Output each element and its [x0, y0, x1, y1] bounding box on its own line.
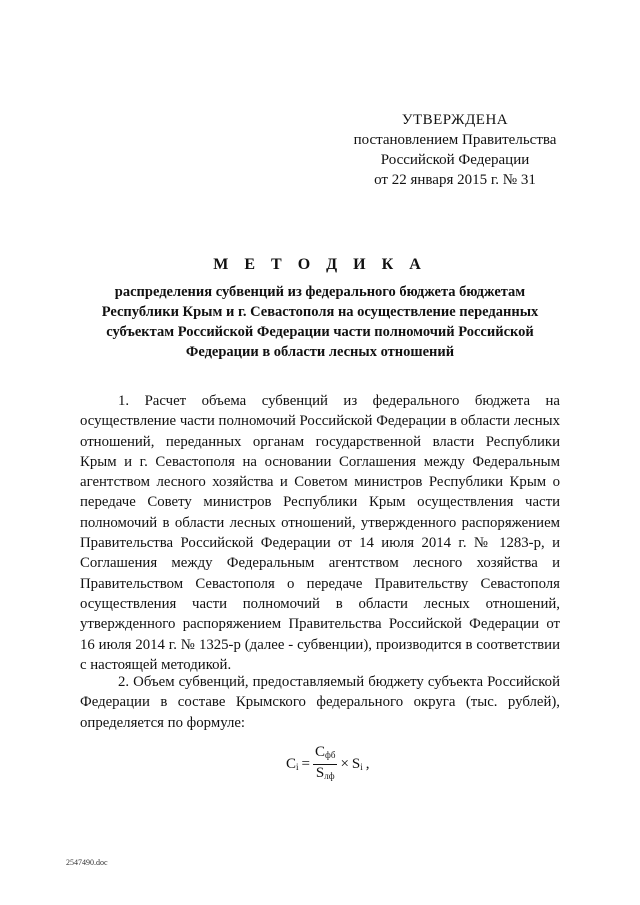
document-subtitle: распределения субвенций из федерального бюджета бюджетам Республики Крым и г. Севастополя на осуществление переданных субъектам Российской Федерации части полномочий Российской Федерации в области лесных отношений	[101, 284, 539, 360]
formula-tail: ,	[365, 756, 370, 772]
approval-line-3: от 22 января 2015 г. № 31	[374, 172, 536, 188]
formula-rhs: $S_i$	[351, 756, 363, 772]
formula-lhs: $C_i$	[286, 756, 299, 772]
formula-denominator: $S_{лф}$	[315, 765, 335, 781]
formula-numerator: $C_{фб}$	[313, 744, 337, 765]
paragraph-2: 2. Объем субвенций, предоставляемый бюджету субъекта Российской Федерации в составе Крымского федерального округа (тыс. рублей), определяется по формуле:	[80, 674, 560, 731]
formula-times: ×	[340, 756, 349, 772]
formula	[286, 744, 370, 785]
paragraph-1: 1. Расчет объема субвенций из федерального бюджета на осуществление части полномочий Российской Федерации в области лесных отношений, переданных органам государственной власти Республики Крым и г. Севастополя на основании Соглашения между Федеральным агентством лесного хозяйства и Советом министров Республики Крым о передаче Совету министров Республики Крым осуществления части полномочий в области лесных отношений, утвержденного распоряжением Правительства Российской Федерации от 14 июля 2014 г. № 1283-р, и Соглашения между Федеральным агентством лесного хозяйства и Правительством Севастополя о передаче Правительству Севастополя осуществления части полномочий в области лесных отношений, утвержденного распоряжением Правительства Российской Федерации от 16 июля 2014 г. № 1325-р (далее - субвенции), производится в соответствии с настоящей методикой.	[80, 393, 560, 673]
formula-equals: =	[301, 756, 310, 772]
approval-title: УТВЕРЖДЕНА	[401, 112, 509, 128]
approval-stamp	[330, 110, 580, 190]
file-code: 2547490.doc	[66, 858, 108, 867]
approval-line-2: Российской Федерации	[380, 152, 530, 168]
approval-line-1: постановлением Правительства	[353, 132, 557, 148]
formula-fraction	[313, 744, 337, 785]
document-title: М Е Т О Д И К А	[213, 256, 427, 273]
